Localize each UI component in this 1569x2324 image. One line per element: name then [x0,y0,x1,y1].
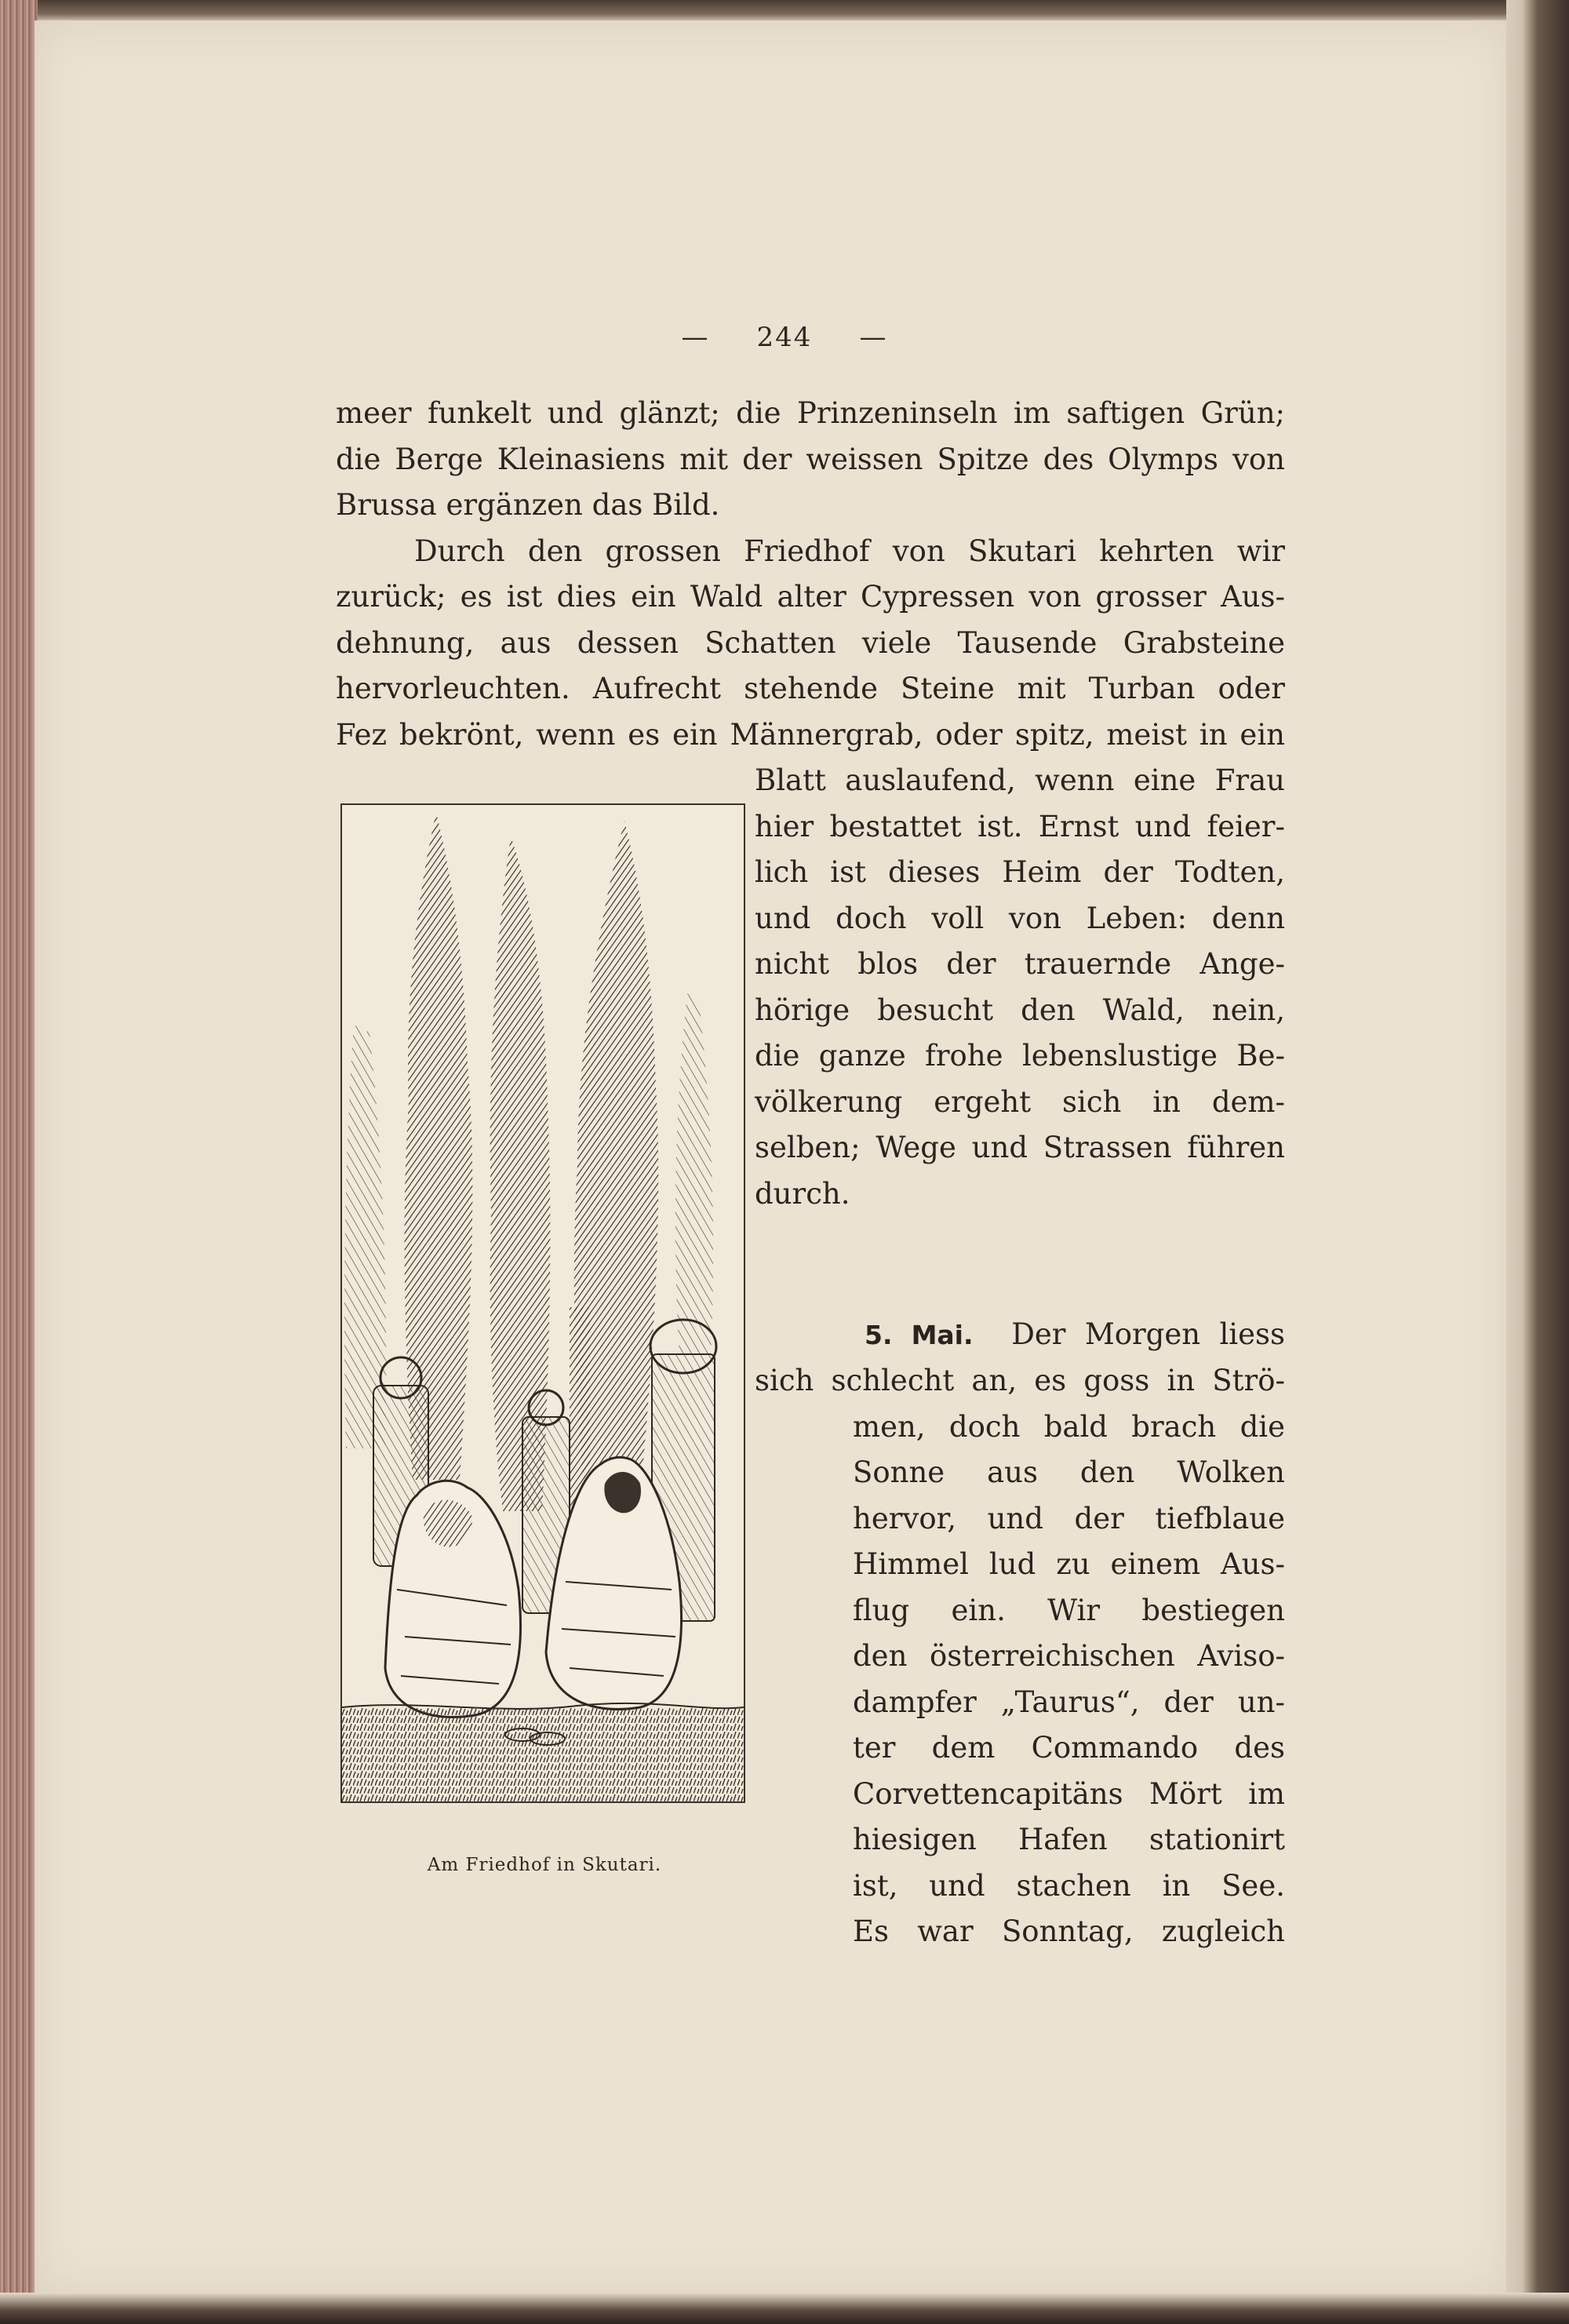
right-column-text [755,758,1285,1217]
text-line: die Berge Kleinasiens mit der weissen Spitze des Olymps von [336,442,1285,476]
text-line: selben; Wege und Strassen führen [755,1131,1285,1164]
text-fragment: Der Morgen liess [1011,1317,1285,1351]
text-line: sich schlecht an, es goss in Strö- [755,1363,1285,1397]
text-line: hiesigen Hafen stationirt [853,1823,1285,1856]
text-line: durch. [755,1176,850,1211]
text-line [806,1312,1285,1358]
text-line: Fez bekrönt, wenn es ein Männergrab, oder spitz, meist in ein [336,717,1285,752]
text-line: zurück; es ist dies ein Wald alter Cypressen von grosser Aus- [336,580,1285,614]
text-line: ist, und stachen in See. [853,1868,1285,1903]
figure-caption: Am Friedhof in Skutari. [427,1855,662,1875]
text-line: men, doch bald brach die [853,1409,1285,1444]
grass-ground [342,1707,744,1801]
text-line: völkerung ergeht sich in dem- [755,1084,1285,1119]
full-width-text [336,391,1285,758]
text-line: Himmel lud zu einem Aus- [853,1547,1285,1581]
text-line: dehnung, aus dessen Schatten viele Tausende Grabsteine [336,625,1285,660]
text-line: Sonne aus den Wolken [853,1455,1285,1489]
narrow-column-text [853,1404,1285,1955]
text-line: hervorleuchten. Aufrecht stehende Steine mit Turban oder [336,672,1285,705]
engraving-drawing [342,805,744,1801]
page-number-dash-right: — [859,322,888,353]
scan-bottom-edge [0,2293,1569,2324]
page-number-value: 244 [756,322,813,353]
text-line: nicht blos der trauernde Ange- [755,947,1285,981]
text-line: flug ein. Wir bestiegen [853,1593,1285,1627]
text-line: den österreichischen Aviso- [853,1639,1285,1673]
text-line: hier bestattet ist. Ernst und feier- [755,809,1285,843]
text-line: Durch den grossen Friedhof von Skutari kehrten wir [414,534,1285,568]
date-paragraph-second [755,1358,1285,1404]
text-line: lich ist dieses Heim der Todten, [755,855,1285,889]
page-number [0,322,1569,353]
text-line: die ganze frohe lebenslustige Be- [755,1039,1285,1073]
text-line: meer funkelt und glänzt; die Prinzeninseln im saftigen Grün; [336,396,1285,430]
text-line: dampfer „Taurus“, der un- [853,1685,1285,1719]
text-line: ter dem Commando des [853,1731,1285,1765]
text-line: Brussa ergänzen das Bild. [336,488,720,522]
text-line: und doch voll von Leben: denn [755,901,1285,935]
text-line: hörige besucht den Wald, nein, [755,993,1285,1027]
cemetery-illustration [340,803,745,1803]
date-paragraph-start [806,1312,1285,1358]
text-line: Es war Sonntag, zugleich [853,1914,1285,1948]
text-line: hervor, und der tiefblaue [853,1501,1285,1535]
text-line: Corvettencapitäns Mört im [853,1776,1285,1811]
date-label: 5. Mai. [865,1320,974,1350]
page-number-dash-left: — [681,322,710,353]
text-line: Blatt auslaufend, wenn eine Frau [755,763,1285,797]
